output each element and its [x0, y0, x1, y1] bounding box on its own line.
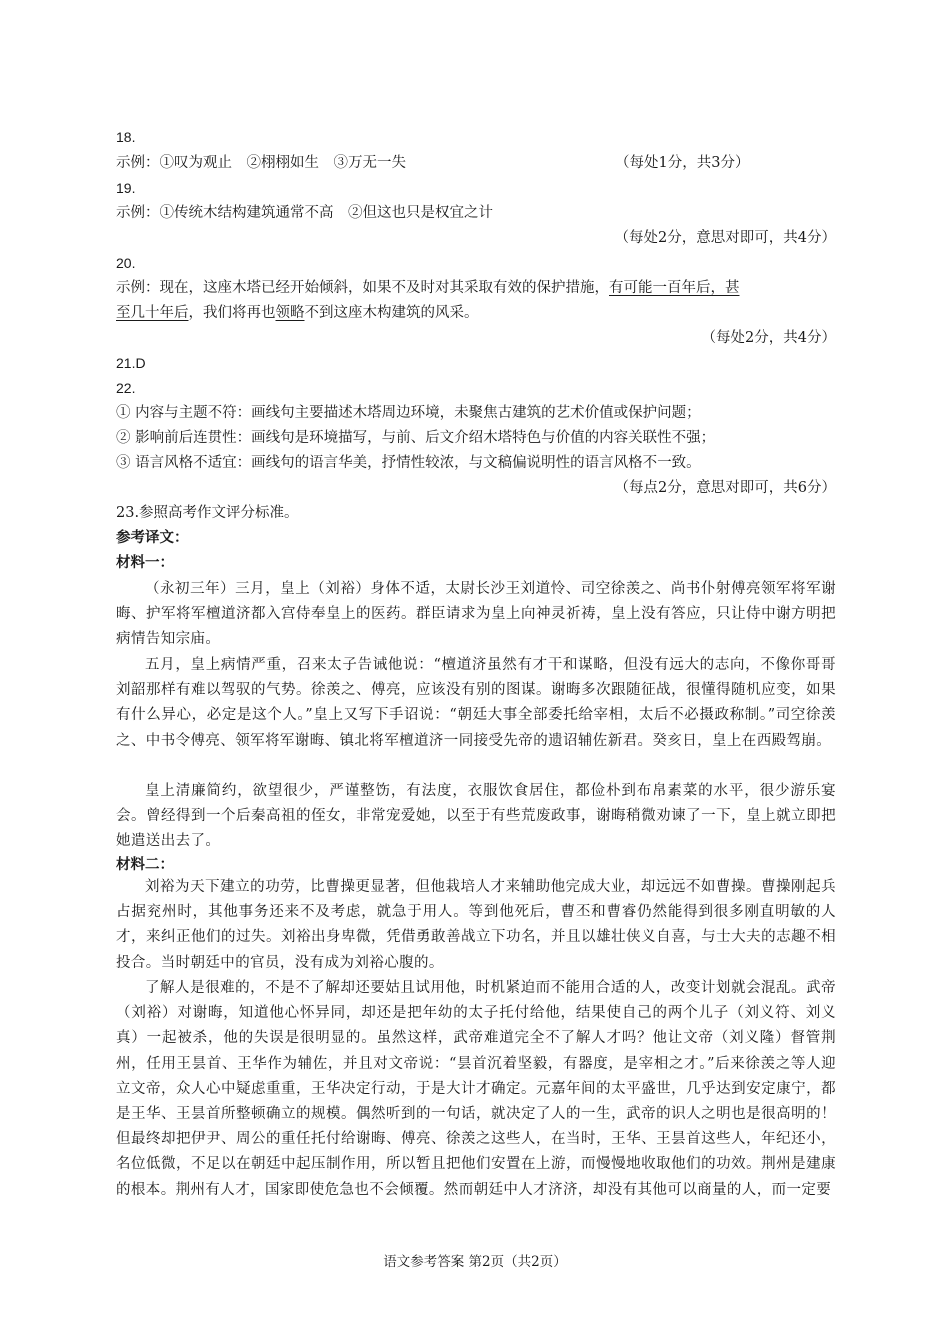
q22-number: 22.: [116, 380, 136, 396]
q23-answer: 23.参照高考作文评分标准。: [116, 505, 299, 521]
q18-example: [116, 152, 836, 174]
page-footer: 语文参考答案 第2页（共2页）: [383, 1254, 567, 1270]
q19-number: 19.: [116, 180, 136, 196]
q22-item: ② 影响前后连贯性：画线句是环境描写，与前、后文介绍木塔特色与价值的内容关联性不强；: [116, 430, 716, 446]
material-2-paragraph-2: 了解人是很难的，不是不了解却还要姑且试用他，时机紧迫而不能用合适的人，改变计划就会混乱。武帝（刘裕）对谢晦，知道他心怀异同，却还是把年幼的太子托付给他，结果使自己的两个儿子（刘义符、刘义真）一起被杀，他的失误是很明显的。虽然这样，武帝难道完全不了解人才吗？他让文帝（刘义隆）督管荆州，任用王昙首、王华作为辅佐，并且对文帝说：“昙首沉着坚毅，有器度，是宰相之才。”后来徐羡之等人迎立文帝，众人心中疑虑重重，王华决定行动，于是大计才确定。元嘉年间的太平盛世，几乎达到安定康宁，都是王华、王昙首所整顿确立的规模。偶然听到的一句话，就决定了人的一生，武帝的识人之明也是很高明的！但最终却把伊尹、周公的重任托付给谢晦、傅亮、徐羡之这些人，在当时，王华、王昙首这些人，年纪还小，名位低微，不足以在朝廷中起压制作用，所以暂且把他们安置在上游，而慢慢地收取他们的功效。荆州是建康的根本。荆州有人才，国家即使危急也不会倾覆。然而朝廷中人才济济，却没有其他可以商量的人，而一定要: [116, 980, 836, 1198]
q20-number: 20.: [116, 255, 136, 271]
material-2-paragraph-1: 刘裕为天下建立的功劳，比曹操更显著，但他栽培人才来辅助他完成大业，却远远不如曹操。曹操刚起兵占据兖州时，其他事务还来不及考虑，就急于用人。等到他死后，曹丕和曹睿仍然能得到很多刚直明敏的人才，来纠正他们的过失。刘裕出身卑微，凭借勇敢善战立下功名，并且以雄壮侠义自喜，与士大夫的志趣不相投合。当时朝廷中的官员，没有成为刘裕心腹的。: [116, 879, 836, 971]
q19-example: 示例：①传统木结构建筑通常不高 ②但这也只是权宜之计: [116, 205, 493, 221]
q20-text-b: ，我们将再也: [188, 305, 276, 321]
material-1-paragraph-1: （永初三年）三月，皇上（刘裕）身体不适，太尉长沙王刘道怜、司空徐羡之、尚书仆射傅亮领军将军谢晦、护军将军檀道济都入宫侍奉皇上的医药。群臣请求为皇上向神灵祈祷，皇上没有答应，只让侍中谢方明把病情告知宗庙。: [116, 581, 836, 648]
q22-score: （每点2分，意思对即可，共6分）: [614, 480, 836, 496]
q18-example-text: 示例：①叹为观止 ②栩栩如生 ③万无一失: [116, 155, 406, 171]
translation-heading: 参考译文：: [116, 529, 189, 546]
q20-example-line2: [116, 302, 836, 324]
q21-answer: 21.D: [116, 355, 146, 371]
material-1-paragraph-3: 皇上清廉简约，欲望很少，严谨整饬，有法度，衣服饮食居住，都俭朴到布帛素菜的水平，很少游乐宴会。曾经得到一个后秦高祖的侄女，非常宠爱她，以至于有些荒废政事，谢晦稍微劝谏了一下，皇上就立即把她遣送出去了。: [116, 783, 836, 850]
q20-underline-1: 有可能一百年后，甚: [609, 280, 740, 296]
q19-score: （每处2分，意思对即可，共4分）: [614, 230, 836, 246]
material-2-title: 材料二：: [116, 856, 174, 873]
q20-text-a: 示例：现在，这座木塔已经开始倾斜，如果不及时对其采取有效的保护措施，: [116, 280, 609, 296]
material-1-paragraph-2: 五月，皇上病情严重，召来太子告诫他说：“檀道济虽然有才干和谋略，但没有远大的志向，不像你哥哥刘韶那样有难以驾驭的气势。徐羡之、傅亮，应该没有别的图谋。谢晦多次跟随征战，很懂得随机应变，如果有什么异心，必定是这个人。”皇上又写下手诏说：“朝廷大事全部委托给宰相，太后不必摄政称制。”司空徐羡之、中书令傅亮、领军将军谢晦、镇北将军檀道济一同接受先帝的遗诏辅佐新君。癸亥日，皇上在西殿驾崩。: [116, 657, 836, 749]
q22-item: ① 内容与主题不符：画线句主要描述木塔周边环境，未聚焦古建筑的艺术价值或保护问题；: [116, 405, 701, 421]
q20-underline-3: 领略: [275, 305, 305, 321]
q20-score: （每处2分，共4分）: [701, 330, 836, 346]
q18-score: （每处1分，共3分）: [615, 155, 750, 171]
q22-item: ③ 语言风格不适宜：画线句的语言华美，抒情性较浓，与文稿偏说明性的语言风格不一致。: [116, 455, 701, 471]
q20-underline-2: 至几十年后: [116, 305, 189, 321]
material-1-title: 材料一：: [116, 554, 174, 571]
q18-number: 18.: [116, 129, 136, 145]
q20-text-c: 不到这座木构建筑的风采。: [304, 305, 479, 321]
q20-example-line1: [116, 277, 836, 299]
